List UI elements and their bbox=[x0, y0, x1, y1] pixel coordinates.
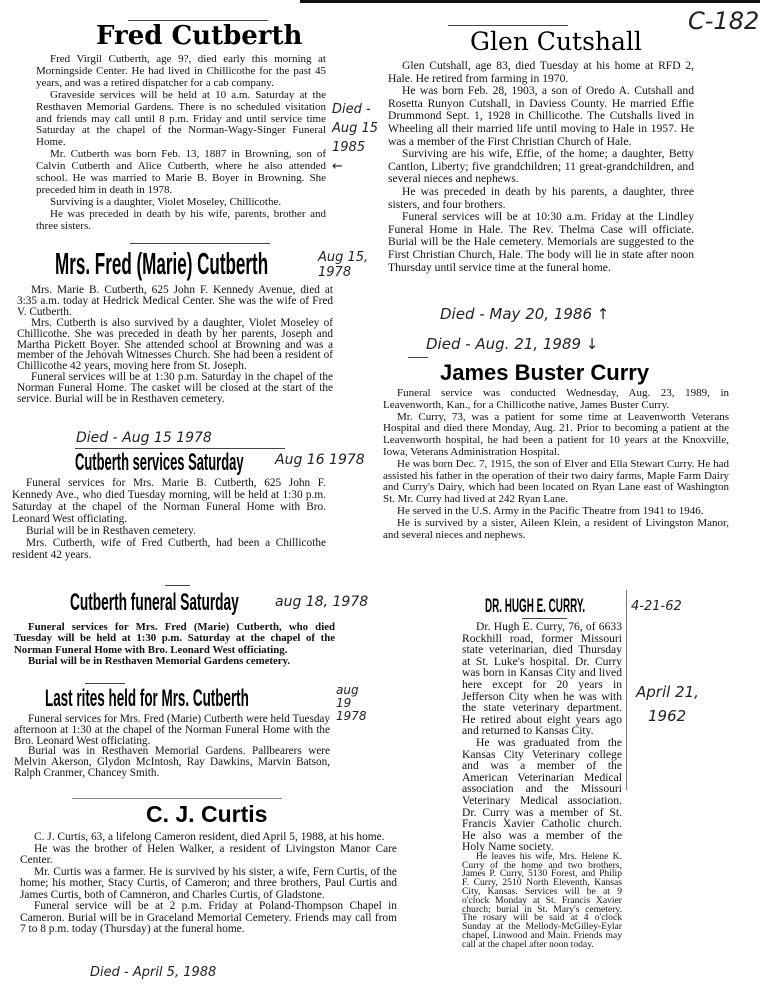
obituary-body-glen-cutshall bbox=[388, 60, 694, 274]
paragraph: Funeral services for Mrs. Marie B. Cutberth, 625 John F. Kennedy Ave., who died Tuesday morning, will be held at 1:30 p.m. Saturday at the chapel of the Norman Funeral Home with Bro. Leonard West officiating. bbox=[12, 477, 326, 525]
obituary-title-james-buster-curry: James Buster Curry bbox=[440, 360, 650, 385]
obituary-body-cj-curtis bbox=[20, 832, 397, 936]
note-line: 19 bbox=[336, 696, 352, 710]
handwritten-date-note: 4-21-62 bbox=[631, 599, 682, 614]
handwritten-death-note: Died - Aug 15 1978 bbox=[76, 430, 212, 446]
obituary-title-hugh-curry: DR. HUGH E. CURRY. bbox=[485, 596, 586, 617]
paragraph: Graveside services will be held at 10 a.m. Saturday at the Resthaven Memorial Gardens. There is no scheduled visitation and friends may call until 8 p.m. Friday and until service time Saturday at the chapel of the Norman-Wagy-Singer Funeral Home. bbox=[36, 88, 326, 149]
obituary-body-fred-cutberth bbox=[36, 54, 326, 233]
obituary-body-cutberth-services bbox=[12, 477, 326, 561]
paragraph: Glen Cutshall, age 83, died Tuesday at his home at RFD 2, Hale. He retired from farming in 1970. bbox=[388, 59, 694, 85]
note-line: 1985 bbox=[332, 140, 366, 155]
paragraph: Funeral service was conducted Wednesday, Aug. 23, 1989, in Leavenworth, Kan., for a Chillicothe native, James Buster Curry. bbox=[383, 387, 729, 411]
note-line: 1978 bbox=[336, 709, 367, 723]
paragraph: Burial was in Resthaven Memorial Gardens. Pallbearers were Melvin Akerson, Glydon McIntosh, Ray Dawkins, Marvin Batson, Ralph Cranmer, Chancey Smith. bbox=[14, 745, 330, 779]
divider bbox=[85, 683, 125, 684]
paragraph: Fred Virgil Cutberth, age 9?, died early this morning at Morningside Center. He had lived in Chillicothe for the past 45 years, and was a retired dispatcher for a cab company. bbox=[36, 53, 326, 89]
column-rule bbox=[626, 590, 627, 790]
paragraph: Mrs. Cutberth is also survived by a daughter, Violet Moseley of Chillicothe. She was preceded in death by her parents, Joseph and Martha Pickett Boyer. She attended school at Browning and was a member of the Jehovah Witnesses Church. She had been a resident of Chillicothe 42 years, moving here from St. Joseph. bbox=[17, 316, 333, 373]
handwritten-death-note: Died - Aug. 21, 1989 ↓ bbox=[426, 335, 599, 353]
paragraph: Mr. Cutberth was born Feb. 13, 1887 in Browning, son of Calvin Cutberth and Alice Cutberth, where he also attended school. He was married to Marie B. Boyer in Browning. She preceded him in death in 1978. bbox=[36, 148, 326, 196]
divider bbox=[130, 243, 270, 244]
paragraph: He was preceded in death by his parents, a daughter, three sisters, and four brothers. bbox=[388, 184, 694, 211]
paragraph: Burial will be in Resthaven Memorial Gardens cemetery. bbox=[28, 654, 291, 667]
paragraph: Surviving are his wife, Effie, of the home; a daughter, Betty Cantlon, Liberty; five grandchildren; 11 great-grandchildren, and several nieces and nephews. bbox=[388, 147, 694, 186]
handwritten-death-note: Died - April 5, 1988 bbox=[90, 965, 217, 980]
handwritten-death-note: Died - May 20, 1986 ↑ bbox=[440, 305, 610, 323]
obituary-body-james-buster-curry bbox=[383, 388, 729, 541]
obituary-title-last-rites: Last rites held for Mrs. Cutberth bbox=[45, 685, 249, 712]
paragraph: Funeral service will be at 2 p.m. Friday at Poland-Thompson Chapel in Cameron. Burial will be in Graceland Memorial Cemetery. Friends may call from 7 to 8 p.m. today (Thursday) at the funeral home. bbox=[20, 900, 397, 935]
handwritten-date-note bbox=[636, 680, 699, 728]
note-line: aug bbox=[336, 683, 359, 697]
paragraph: He was the brother of Helen Walker, a resident of Livingston Manor Care Center. bbox=[20, 842, 397, 866]
divider bbox=[165, 585, 190, 586]
obituary-body-marie-cutberth bbox=[17, 285, 333, 405]
paragraph: He is survived by a sister, Aileen Klein, a resident of Livingston Manor, and several nieces and nephews. bbox=[383, 516, 729, 541]
note-line: Aug 15 bbox=[332, 121, 379, 136]
paragraph: He was preceded in death by his wife, parents, brother and three sisters. bbox=[36, 207, 326, 232]
divider bbox=[408, 357, 428, 358]
handwritten-date-note: Aug 16 1978 bbox=[275, 452, 365, 468]
paragraph: Surviving is a daughter, Violet Moseley, Chillicothe. bbox=[50, 195, 282, 208]
obituary-title-fred-cutberth: Fred Cutberth bbox=[96, 21, 303, 51]
obituary-body-hugh-curry bbox=[462, 621, 622, 950]
paragraph: Funeral services will be at 10:30 a.m. Friday at the Lindley Funeral Home in Hale. The Rev. Thelma Case will officiate. Burial will be the Hale cemetery. Memorials are suggested to the First Christian Church, Hale. The body will lie in state after noon Thursday until service time at the funeral home. bbox=[388, 210, 694, 274]
paragraph: He served in the U.S. Army in the Pacific Theatre from 1941 to 1946. bbox=[397, 504, 704, 517]
top-border-rule bbox=[300, 0, 760, 3]
paragraph: He leaves his wife, Mrs. Helene K. Curry of the home and two brothers, James P. Curry, 5130 Forest, and Philip F. Curry, 2510 North Eleventh, Kansas City, Kansas. Services will be at 9 o'clock Monday at St. Francis Xavier church; burial in St. Mary's cemetery. The rosary will be said at 4 o'clock Sunday at the Mellody-McGilley-Eylar chapel, Linwood and Main. Friends may call at the chapel after noon today. bbox=[462, 850, 622, 950]
arrow-icon: ← bbox=[332, 159, 343, 174]
obituary-title-cj-curtis: C. J. Curtis bbox=[146, 801, 268, 827]
page-reference-note: C-182 bbox=[688, 7, 760, 35]
obituary-title-marie-cutberth: Mrs. Fred (Marie) Cutberth bbox=[55, 246, 269, 281]
divider bbox=[522, 618, 567, 619]
paragraph: Funeral services for Mrs. Fred (Marie) Cutberth were held Tuesday afternoon at 1:30 at the chapel of the Norman Funeral Home with the Bro. Leonard West officiating. bbox=[14, 713, 330, 747]
note-line: 1962 bbox=[648, 707, 687, 725]
paragraph: He was born Feb. 28, 1903, a son of Oredo A. Cutshall and Rosetta Runyon Cutshall, in Daviess County. He married Effie Drummond Sept. 1, 1928 in Chillicothe. The Cutshalls lived in Wheeling all their married life until moving to Hale in 1957. He was a member of the First Christian Church of Hale. bbox=[388, 84, 694, 148]
paragraph: He was graduated from the Kansas City Veterinary college and was a member of the American Veterinarian Medical association and the Missouri Veterinary Medical association. Dr. Curry was a member of St. Francis Xavier Catholic church. He also was a member of the Holy Name society. bbox=[462, 735, 622, 854]
divider bbox=[72, 798, 282, 799]
paragraph: Mr. Curtis was a farmer. He is survived by his sister, a wife, Fern Curtis, of the home; his mother, Stacy Curtis, of Cameron; and three brothers, Paul Curtis and James Curtis, both of Camneron, and Charles Curtis, of Gladstone. bbox=[20, 865, 397, 901]
paragraph: Mrs. Cutberth, wife of Fred Cutberth, had been a Chillicothe resident 42 years. bbox=[12, 537, 326, 561]
note-line: April 21, bbox=[636, 683, 699, 701]
obituary-body-cutberth-funeral bbox=[14, 622, 335, 667]
paragraph: Dr. Hugh E. Curry, 76, of 6633 Rockhill road, former Missouri state veterinarian, died Thursday at St. Luke's hospital. Dr. Curry was born in Kansas City and lived here except for 20 years in Jefferson City when he was with the state veterinary department. He retired about eight years ago and returned to Kansas City. bbox=[462, 620, 622, 738]
handwritten-death-note bbox=[332, 100, 378, 176]
paragraph: Mr. Curry, 73, was a patient for some time at Leavenworth Veterans Hospital and died there Monday, Aug. 21. Prior to becoming a patient at the Leavenworth hospital, he had been a patient for 10 years at the Knoxville, Iowa, Veterans Administration Hospital. bbox=[383, 410, 729, 458]
handwritten-date-note: aug 18, 1978 bbox=[275, 594, 369, 610]
obituary-body-last-rites bbox=[14, 714, 330, 779]
paragraph: Mrs. Marie B. Cutberth, 625 John F. Kennedy Avenue, died at 3:35 a.m. today at Hedrick Medical Center. She was the wife of Fred V. Cutberth. bbox=[17, 284, 333, 318]
paragraph: Burial will be in Resthaven cemetery. bbox=[26, 525, 196, 537]
paragraph: Funeral services will be at 1:30 p.m. Saturday in the chapel of the Norman Funeral Home. The casket will be closed at the start of the service. Burial will be in Resthaven cemetery. bbox=[17, 371, 333, 406]
divider bbox=[448, 25, 568, 26]
note-line: Died - bbox=[332, 102, 371, 117]
obituary-title-cutberth-services: Cutberth services Saturday bbox=[75, 449, 244, 476]
obituary-title-cutberth-funeral: Cutberth funeral Saturday bbox=[70, 589, 239, 616]
paragraph: Funeral services for Mrs. Fred (Marie) Cutberth, who died Tuesday will be held at 1:30 p.m. Saturday at the chapel of the Norman Funeral Home with Bro. Leonard West officiating. bbox=[14, 621, 335, 656]
handwritten-date-note bbox=[336, 684, 367, 723]
handwritten-date-note: Aug 15, 1978 bbox=[318, 250, 369, 280]
paragraph: He was born Dec. 7, 1915, the son of Elver and Ella Stewart Curry. He had assisted his father in the operation of their two dairy farms, Maple Farm Dairy and Curry's Dairy, which had been located on Ryan Lane east of Washington St. Mr. Curry had lived at 242 Ryan Lane. bbox=[383, 457, 729, 506]
paragraph: C. J. Curtis, 63, a lifelong Cameron resident, died April 5, 1988, at his home. bbox=[34, 831, 385, 843]
obituary-title-glen-cutshall: Glen Cutshall bbox=[470, 27, 642, 56]
